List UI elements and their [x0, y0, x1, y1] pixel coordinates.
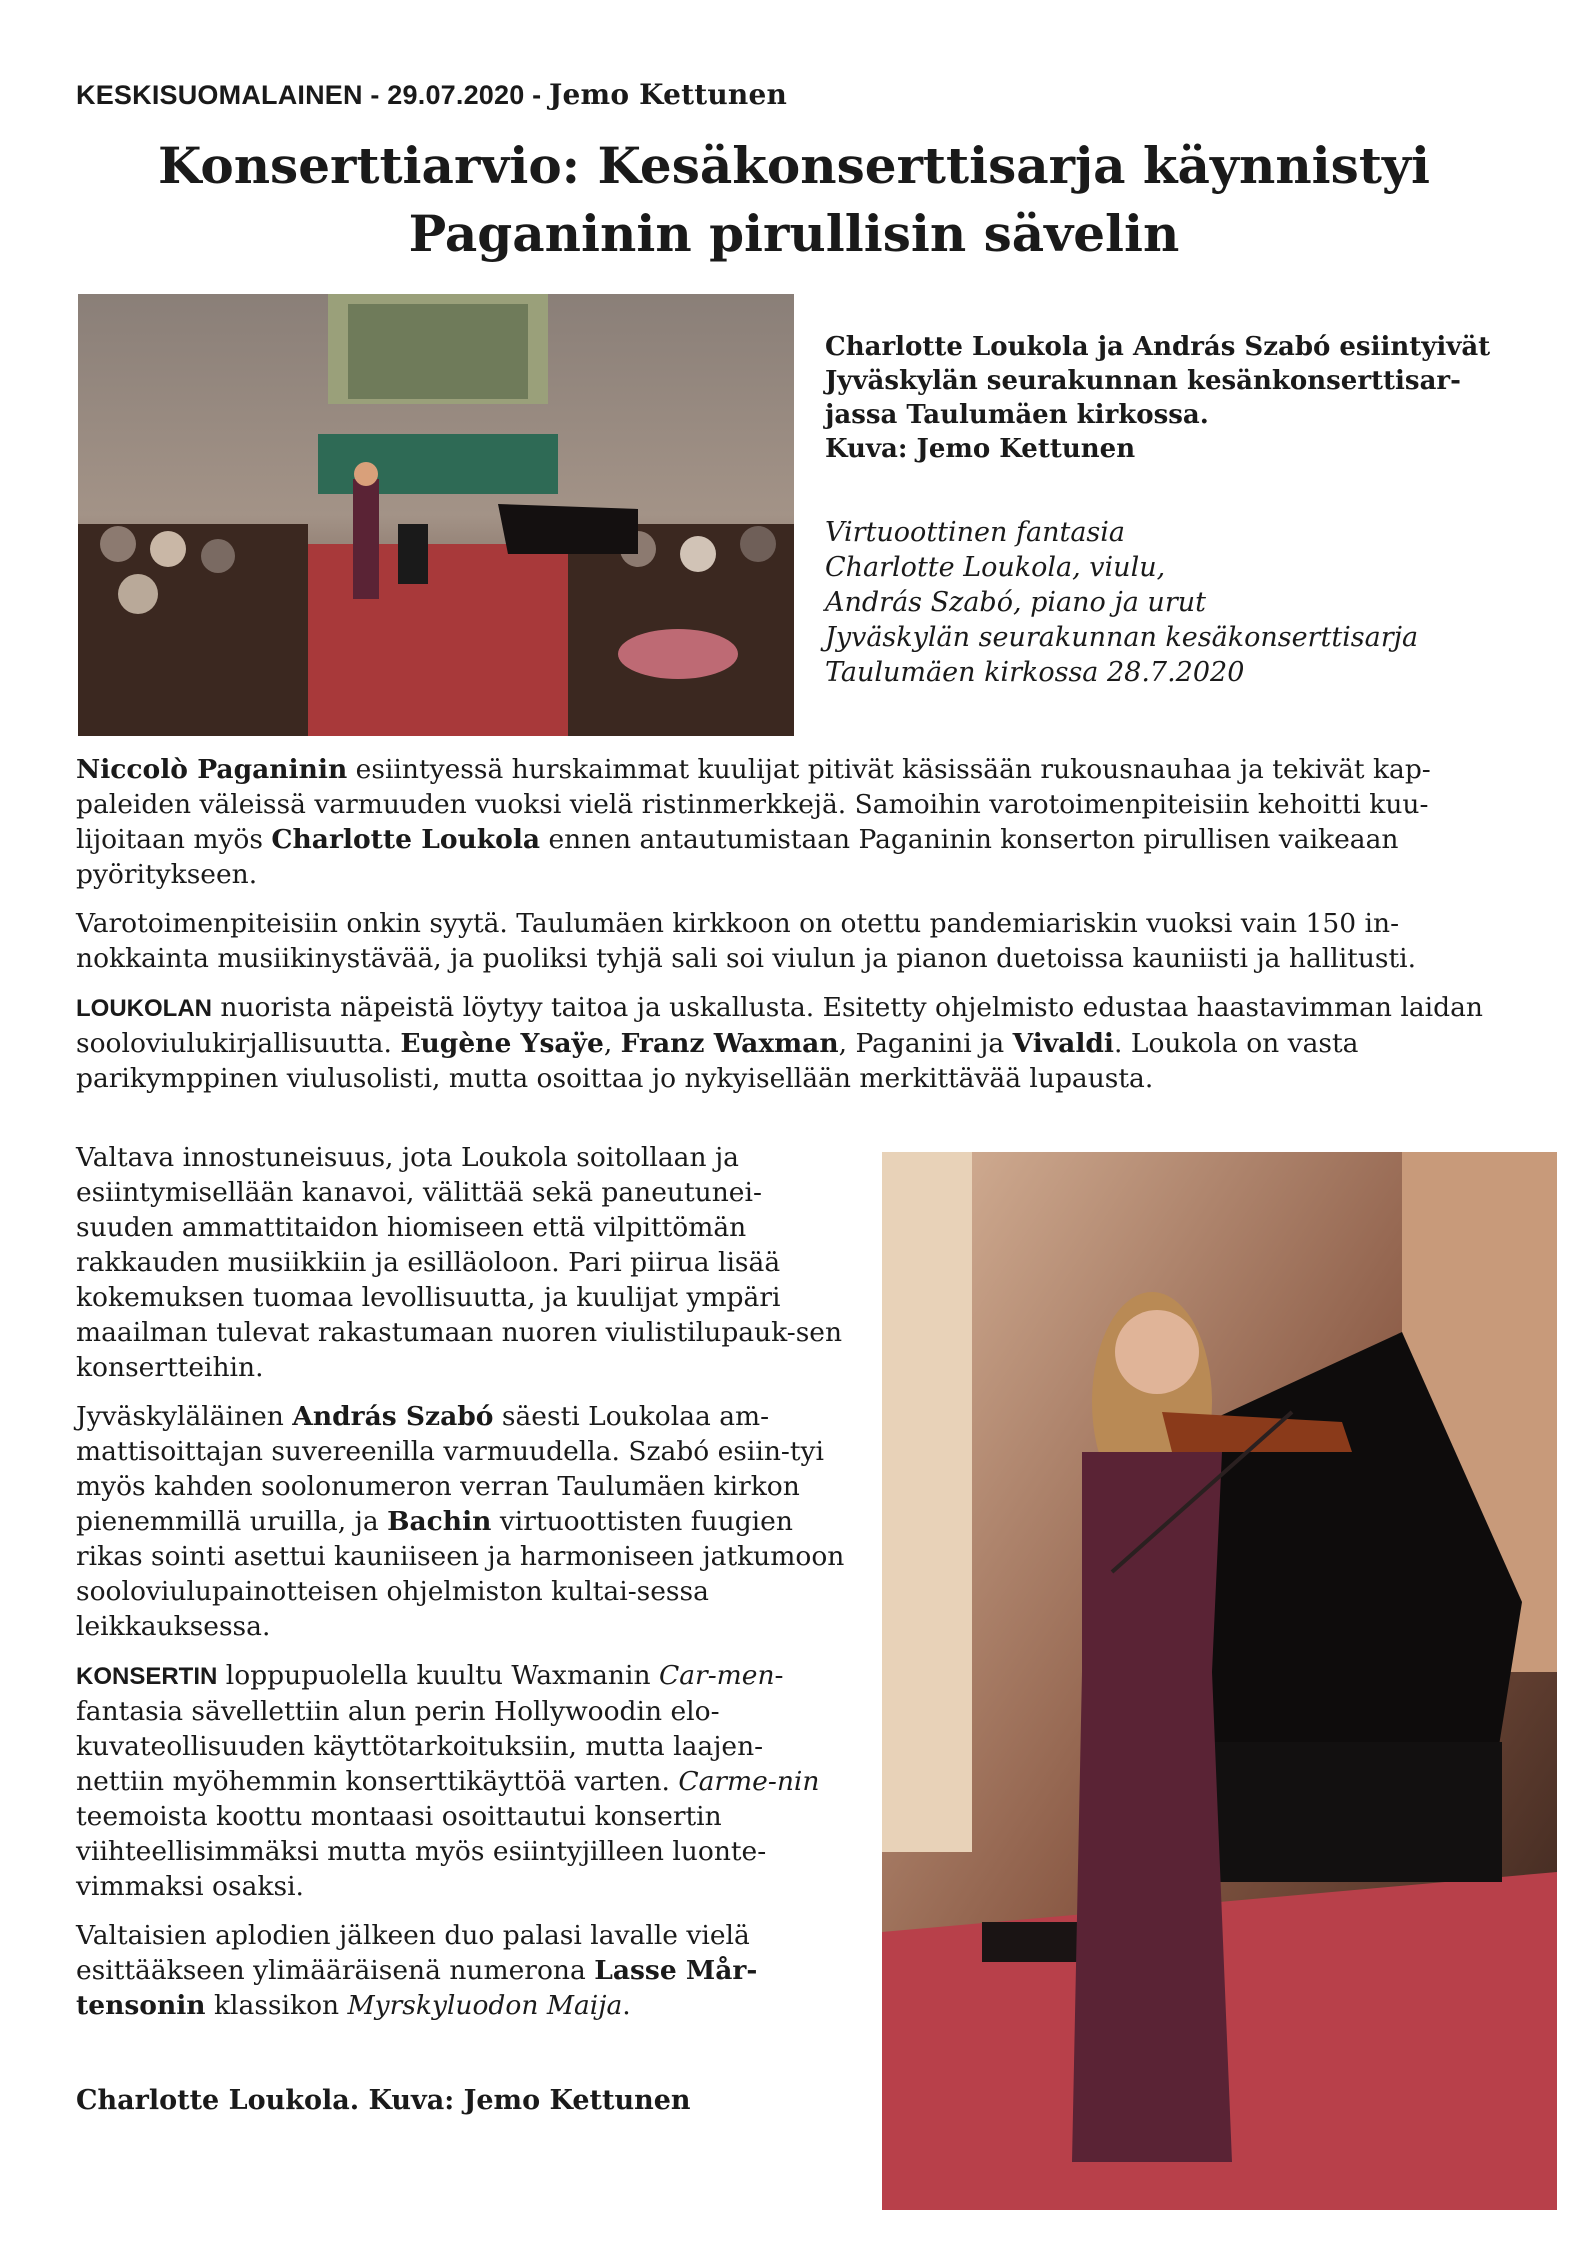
- article-paragraph-1: [76, 752, 1514, 892]
- text-run: teemoista koottu montaasi osoittautui konsertin viihteellisimmäksi mutta myös esiintyjilleen luonte-vimmaksi osaksi.: [76, 1801, 767, 1902]
- article-body-full-width: [76, 752, 1514, 1110]
- article-paragraph-6: [76, 1658, 848, 1904]
- text-run: Jyväskyläläinen: [76, 1401, 293, 1432]
- bold-name: András Szabó: [292, 1401, 494, 1432]
- text-run: säesti Loukolaa am-mattisoittajan suvereenilla varmuudella. Szabó esiin-tyi myös kahden soolonumeron verran Taulumäen kirkon pienemmillä uruilla, ja: [76, 1401, 824, 1537]
- photo1-credit: Kuva: Jemo Kettunen: [825, 434, 1136, 464]
- photo2-caption: Charlotte Loukola. Kuva: Jemo Kettunen: [76, 2085, 691, 2116]
- text-run: ennen antautumistaan Paganinin konserton pirullisen vaikeaan pyöritykseen.: [76, 824, 1399, 890]
- concert-title: Virtuoottinen fantasia: [825, 517, 1126, 548]
- article-paragraph-3: [76, 990, 1514, 1096]
- kicker-source: KESKISUOMALAINEN - 29.07.2020 -: [76, 80, 542, 110]
- photo1-caption: [825, 330, 1525, 466]
- church-interior-illustration: [78, 294, 794, 736]
- photo1-caption-line: Jyväskylän seurakunnan kesänkonserttisar-: [825, 366, 1461, 396]
- bold-name: Niccolò Paganinin: [76, 754, 348, 785]
- text-run: klassikon: [205, 1990, 348, 2021]
- text-run: virtuoottisten fuugien rikas sointi asettui kauniiseen ja harmoniseen jatkumoon sooloviulupainotteisen ohjelmiston kultai-sessa leikkauksessa.: [76, 1506, 845, 1642]
- article-paragraph-7: [76, 1918, 848, 2023]
- italic-title: Myrskyluodon Maija: [347, 1990, 623, 2021]
- article-paragraph-4: Valtava innostuneisuus, jota Loukola soitollaan ja esiintymisellään kanavoi, välittää sekä paneutunei-suuden ammattitaidon hiomiseen että vilpittömän rakkauden musiikkiin ja esilläoloon. Pari piirua lisää kokemuksen tuomaa levollisuutta, ja kuulijat ympäri maailman tulevat rakastumaan nuoren viulistilupauk-sen konsertteihin.: [76, 1142, 843, 1383]
- text-run: Valtaisien aplodien jälkeen duo palasi lavalle vielä esittääkseen ylimääräisenä numerona: [76, 1920, 750, 1986]
- concert-photo-church: [78, 294, 794, 736]
- italic-title: Carme-nin: [678, 1766, 820, 1797]
- text-run: -fantasia sävellettiin alun perin Hollywoodin elo-kuvateollisuuden käyttötarkoituksiin, mutta laajen-nettiin myöhemmin konserttikäyttöä varten.: [76, 1660, 784, 1797]
- bold-name: Eugène Ysaÿe: [400, 1028, 604, 1059]
- headline-line-1: Konserttiarvio: Kesäkonserttisarja käynnistyi: [158, 136, 1430, 195]
- bold-name: Vivaldi: [1012, 1028, 1115, 1059]
- concert-performer-2: András Szabó, piano ja urut: [825, 587, 1206, 618]
- lead-word: LOUKOLAN: [76, 995, 212, 1022]
- headline-line-2: Paganinin pirullisin sävelin: [408, 204, 1180, 263]
- violinist-illustration: [882, 1152, 1557, 2210]
- text-run: .: [622, 1990, 631, 2021]
- text-run: esiintyessä hurskaimmat kuulijat pitivät käsissään rukousnauhaa ja tekivät kap-paleiden väleissä varmuuden vuoksi vielä ristinmerkkejä. Samoihin varotoimenpiteisiin kehoitti kuu-lijoitaan myös: [76, 754, 1431, 855]
- bold-name: Bachin: [387, 1506, 492, 1537]
- bold-name: Franz Waxman: [620, 1028, 839, 1059]
- text-run: nuorista näpeistä löytyy taitoa ja uskallusta. Esitetty ohjelmisto edustaa haastavimman laidan sooloviulukirjallisuutta.: [76, 992, 1483, 1059]
- bold-name: Charlotte Loukola: [271, 824, 541, 855]
- kicker-author: Jemo Kettunen: [549, 78, 788, 111]
- article-paragraph-2: Varotoimenpiteisiin onkin syytä. Taulumäen kirkkoon on otettu pandemiariskin vuoksi vain 150 in-nokkainta musiikinystävää, ja puoliksi tyhjä sali soi viulun ja pianon duetoissa kauniisti ja hallitusti.: [76, 908, 1417, 974]
- text-run: . Loukola on vasta parikymppinen viulusolisti, mutta osoittaa jo nykyisellään merkittävää lupausta.: [76, 1028, 1359, 1094]
- lead-word: KONSERTIN: [76, 1663, 218, 1690]
- italic-title: Car-men: [658, 1660, 775, 1691]
- text-run: ,: [603, 1028, 621, 1059]
- article-body-column: [76, 1140, 848, 2037]
- concert-venue-date: Taulumäen kirkossa 28.7.2020: [825, 657, 1245, 688]
- bold-name: Lasse Mår-tensonin: [76, 1955, 758, 2021]
- text-run: , Paganini ja: [838, 1028, 1013, 1059]
- headline: [76, 132, 1512, 268]
- photo1-caption-line: jassa Taulumäen kirkossa.: [825, 400, 1209, 430]
- kicker: [76, 78, 787, 111]
- violinist-photo: [882, 1152, 1557, 2210]
- concert-info: [825, 515, 1525, 690]
- concert-performer-1: Charlotte Loukola, viulu,: [825, 552, 1166, 583]
- concert-series: Jyväskylän seurakunnan kesäkonserttisarja: [825, 622, 1419, 653]
- text-run: loppupuolella kuultu Waxmanin: [217, 1660, 659, 1691]
- photo1-caption-line: Charlotte Loukola ja András Szabó esiintyivät: [825, 332, 1491, 362]
- article-paragraph-5: [76, 1399, 848, 1644]
